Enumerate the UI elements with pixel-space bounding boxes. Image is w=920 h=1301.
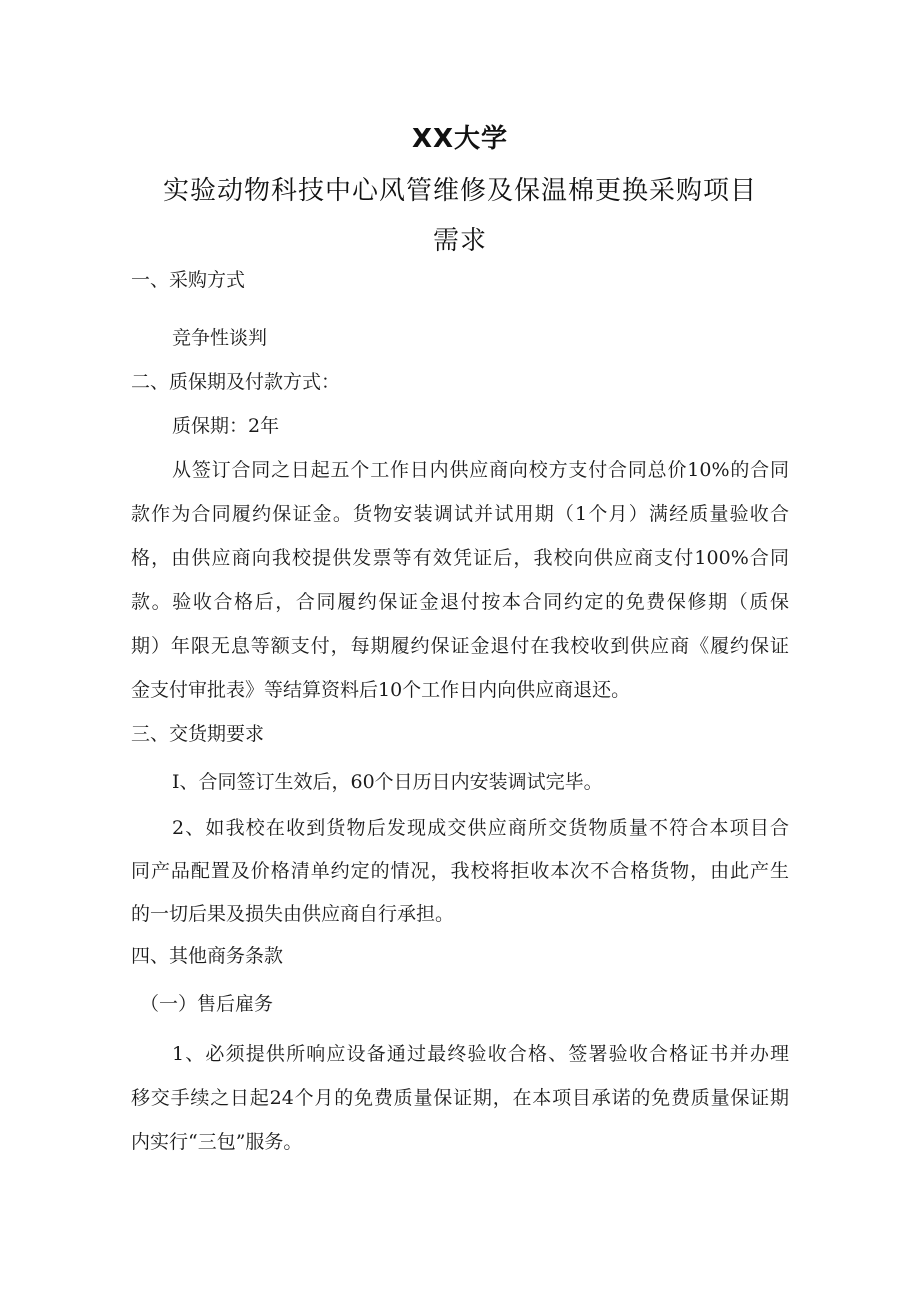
- document-title-project: 实验动物科技中心风管维修及保温棉更换采购项目: [162, 176, 757, 206]
- after-sales-item-1-line: 1、必须提供所响应设备通过最终验收合格、签署验收合格证书并办理: [172, 1043, 789, 1065]
- payment-paragraph-line: 款作为合同履约保证金。货物安装调试并试用期（1个月）满经质量验收合: [131, 503, 789, 525]
- delivery-item-1: I、合同签订生效后，60个日历日内安装调试完毕。: [172, 771, 603, 793]
- payment-paragraph-line: 从签订合同之日起五个工作日内供应商向校方支付合同总价10%的合同: [172, 459, 789, 481]
- delivery-item-2-line: 2、如我校在收到货物后发现成交供应商所交货物质量不符合本项目合: [172, 817, 789, 839]
- section-heading-delivery: 三、交货期要求: [131, 723, 265, 745]
- procurement-method-value: 竞争性谈判: [172, 327, 268, 349]
- after-sales-item-1-line: 移交手续之日起24个月的免费质量保证期，在本项目承诺的免费质量保证期: [131, 1087, 789, 1109]
- section-heading-procurement-method: 一、采购方式: [131, 269, 246, 291]
- payment-paragraph-line: 金支付审批表》等结算资料后10个工作日内向供应商退还。: [131, 679, 631, 701]
- payment-paragraph-line: 款。验收合格后，合同履约保证金退付按本合同约定的免费保修期（质保: [131, 591, 789, 613]
- section-heading-warranty-payment: 二、质保期及付款方式：: [131, 371, 341, 393]
- payment-paragraph-line: 格，由供应商向我校提供发票等有效凭证后，我校向供应商支付100%合同: [131, 547, 789, 569]
- section-heading-other-terms: 四、其他商务条款: [131, 945, 284, 967]
- delivery-item-2-line: 的一切后果及损失由供应商自行承担。: [131, 903, 455, 925]
- document-title-requirements: 需求: [432, 226, 487, 256]
- payment-paragraph-line: 期）年限无息等额支付，每期履约保证金退付在我校收到供应商《履约保证: [131, 635, 789, 657]
- document-title-university: XX大学: [411, 124, 509, 154]
- after-sales-item-1-line: 内实行“三包”服务。: [131, 1131, 303, 1153]
- warranty-period: 质保期：2年: [172, 415, 280, 437]
- subsection-after-sales: （一）售后雇务: [140, 993, 274, 1015]
- delivery-item-2-line: 同产品配置及价格清单约定的情况，我校将拒收本次不合格货物，由此产生: [131, 860, 789, 882]
